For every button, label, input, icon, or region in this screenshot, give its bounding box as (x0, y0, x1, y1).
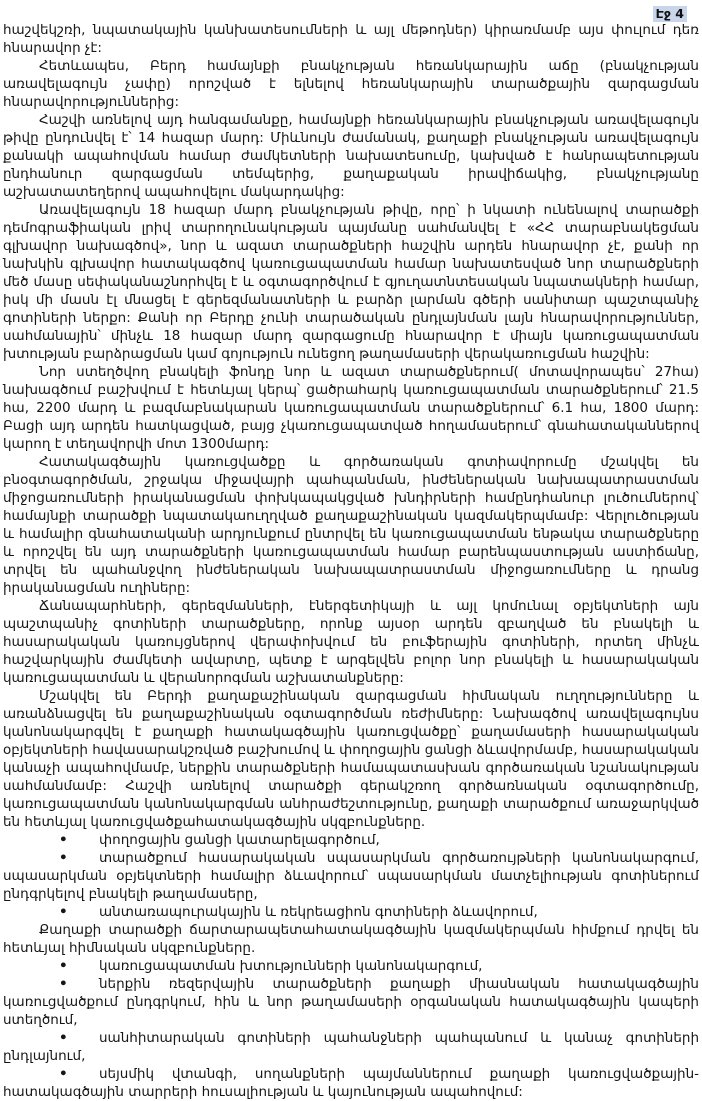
bullet-icon: • (59, 1066, 68, 1082)
paragraph: Հետևապես, Բերդ համայնքի բնակչության հեռանկարային աճը (բնակչության առավելագույն չափը) որոշված է ելնելով հեռանկարային տարածքային զարգացման հնարավորություններից: (3, 58, 699, 110)
paragraph: Նոր ստեղծվող բնակելի ֆոնդը նոր և ազատ տարածքներում( մոտավորապես՝ 27հա) նախագծում բաշխվում է հետևյալ կերպ՝ ցածրահարկ կառուցապատման տարածքներում՝ 21.5 հա, 2200 մարդ և բազմաբնակարան կառուցապատման տարածքներում՝ 6.1 հա, 1800 մարդ: Բացի այդ արդեն հատկացված, բայց չկառուցապատված հողամասերում՝ գնահատականներով կարող է տեղավորվի մոտ 1300մարդ: (3, 364, 699, 452)
paragraph: հաշվեկշռի, նպատակային կանխատեսումների և այլ մեթոդներ) կիրառմամբ այս փուլում դեռ հնարավոր չէ: (3, 22, 699, 56)
paragraph: Առավելագույն 18 հազար մարդ բնակչության թիվը, որը՝ ի նկատի ունենալով տարածքի դեմոգրաֆիական լրիվ տարողունակության պայմանը սահմանվել է «ՀՀ տարաբնակեցման գլխավոր նախագծով», նոր և ազատ տարածքների հաշվին արդեն հնարավոր չէ, քանի որ նախկին գլխավոր հատակագծով կառուցապատման համար նախատեսված նոր տարածքների մեծ մասը սեփականաշնորհվել է և օգտագործվում է գյուղատնտեսական նպատակների համար, իսկ մի մասն էլ մնացել է գերեզմանատների և բարձր լարման գծերի սանիտար պաշտպանիչ գոտիների ներքո: Քանի որ Բերդը չունի տարածական ընդլայնման լայն հնարավորություններ, սահմանային՝ մինչև 18 հազար մարդ զարգացումը հնարավոր է միայն կառուցապատման խտության բարձրացման կամ գոյություն ունեցող թաղամասերի վերակառուցման հաշվին: (3, 202, 699, 362)
bullet-item (3, 957, 699, 975)
bullet-item (3, 975, 699, 1029)
page-header (3, 3, 699, 20)
paragraph: Մշակվել են Բերդի քաղաքաշինական զարգացման հիմնական ուղղությունները և առանձնացվել են քաղաքաշինական օգտագործման ռեժիմները: Նախագծով առավելագույնս կանոնակարգվել է քաղաքի հատակագծային կառուցվածքը՝ քաղամասերի հասարակական օբյեկտների հավասարակշռված բաշխումով և փողոցային ցանցի ձևավորմամբ, հասարակական կանաչի ապահովմամբ, ներքին տարածքների համապատասխան գործառական նշանակության սահմանմամբ: Հաշվի առնելով տարածքի գերակշռող գործառնական օգտագործումը, կառուցապատման կանոնակարգման անհրաժեշտությունը, քաղաքի տարածքում առաջարկված են հետևյալ կառուցվածքահատակագծային սկզբունքները. (3, 688, 699, 830)
bullet-icon: • (59, 850, 68, 866)
bullet-item (3, 831, 699, 849)
bullet-text: փողոցային ցանցի կատարելագործում, (99, 832, 380, 848)
bullet-icon: • (59, 1030, 68, 1046)
paragraph: Հատակագծային կառուցվածքը և գործառական գոտիավորումը մշակվել են բնօգտագործման, շրջակա միջավայրի պահպանման, ինժեներական նախապատրաստման միջոցառումների իրականացման փոխկապակցված խնդիրների համընդհանուր լուծումներով՝ համայնքի տարածքի նպատակաուղղված քաղաքաշինական կազմակերպմամբ: Վերլուծության և համալիր գնահատականի արդյունքում ընտրվել են կառուցապատման ենթակա տարածքները և որոշվել են այդ տարածքների կառուցապատման համար բարենպաստության աստիճանը, տրվել են պահանջվող ինժեներական նախապատրաստման միջոցառումները և դրանց իրականացման ուղիները: (3, 454, 699, 596)
bullet-item (3, 903, 699, 921)
bullet-text: սեյսմիկ վտանգի, սողանքների պայմաններում քաղաքի կառուցվածքային-հատակագծային տարրերի հուսալիության և կայունության ապահովում: (3, 1066, 699, 1100)
page-number: Էջ 4 (653, 6, 687, 22)
paragraph: Հաշվի առնելով այդ հանգամանքը, համայնքի հեռանկարային բնակչության առավելագույն թիվը ընդունվել է՝ 14 հազար մարդ: Միևնույն ժամանակ, քաղաքի բնակչության առավելագույն քանակի ապահովման համար ժամկետների նախատեսումը, կախված է հանրապետության ընդհանուր զարգացման տեմպերից, քաղաքական իրավիճակից, բնակչությանը աշխատատեղերով ապահովելու մակարդակից: (3, 112, 699, 200)
bullet-text: տարածքում հասարակական սպասարկման գործառույթների կանոնակարգում, սպասարկման օբյեկտների համալիր ձևավորում՝ սպասարկման մատչելիության գոտիներում ընդգրկելով բնակելի թաղամասերը, (3, 850, 699, 902)
document-body (3, 21, 699, 1101)
bullet-text: ներքին ռեզերվային տարածքների քաղաքի միասնական հատակագծային կառուցվածքում ընդգրկում, հին և նոր թաղամասերի օրգանական հատակագծային կապերի ստեղծում, (3, 976, 699, 1028)
bullet-text: անտառապուրակային և ռեկրեացիոն գոտիների ձևավորում, (99, 904, 538, 920)
bullet-icon: • (59, 958, 68, 974)
paragraph: Ճանապարհների, գերեզմանների, էներգետիկայի և այլ կոմունալ օբյեկտների այն պաշտպանիչ գոտիների տարածքները, որոնք այսօր արդեն զբաղված են բնակելի և հասարակական կառույցներով վերափոխվում են բուֆերային գոտիների, որտեղ մինչև հաշվարկային ժամկետի ավարտը, պետք է արգելվեն բոլոր նոր բնակելի և հասարակական կառուցապատման և վերանորոգման աշխատանքները: (3, 598, 699, 686)
bullet-item (3, 849, 699, 903)
bullet-text: սանհիտարական գոտիների պահանջների պահպանում և կանաչ գոտիների ընդլայնում, (3, 1030, 699, 1064)
bullet-item (3, 1065, 699, 1101)
bullet-icon: • (59, 904, 68, 920)
bullet-icon: • (59, 976, 68, 992)
bullet-text: կառուցապատման խտությունների կանոնակարգում, (99, 958, 483, 974)
paragraph: Քաղաքի տարածքի ճարտարապետահատակագծային կազմակերպման հիմքում դրվել են հետևյալ հիմնական սկզբունքները. (3, 922, 699, 956)
bullet-icon: • (59, 832, 68, 848)
bullet-item (3, 1029, 699, 1065)
